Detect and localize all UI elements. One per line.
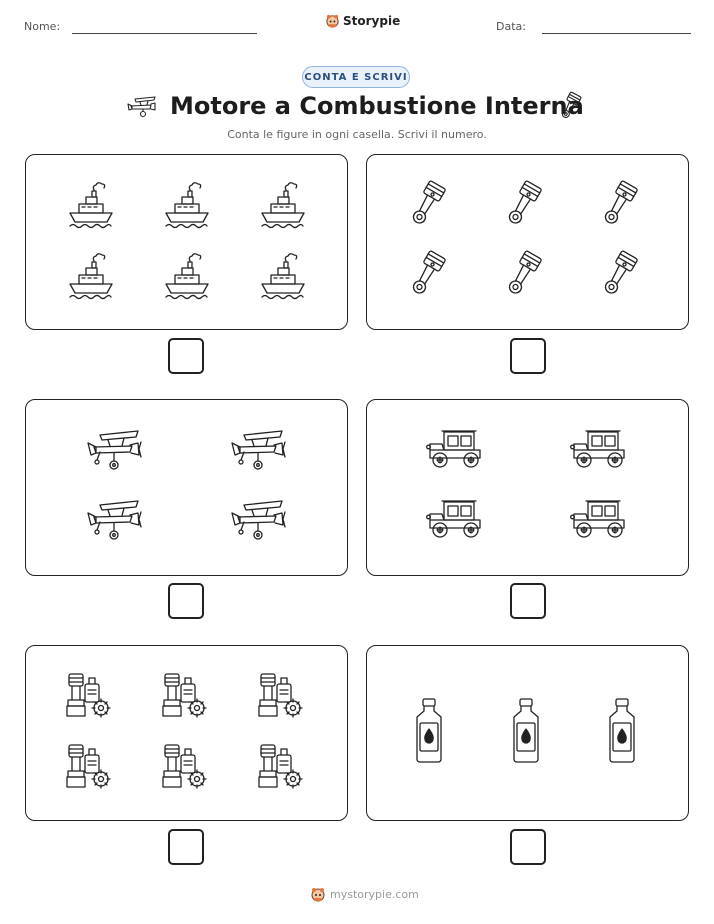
- answer-box-cars[interactable]: [510, 583, 546, 619]
- boat-icon: [162, 180, 212, 234]
- biplane-icon: [230, 427, 286, 477]
- name-label: Nome:: [24, 20, 61, 33]
- boat-icon: [162, 251, 212, 305]
- engine-icon: [257, 741, 303, 795]
- piston-icon: [556, 91, 584, 121]
- count-panel-cars: [366, 399, 689, 576]
- answer-box-boats[interactable]: [168, 338, 204, 374]
- biplane-icon: [86, 497, 142, 547]
- answer-box-engines[interactable]: [168, 829, 204, 865]
- answer-box-oil-bottles[interactable]: [510, 829, 546, 865]
- engine-icon: [65, 741, 111, 795]
- piston-icon: [598, 178, 640, 234]
- activity-tag: CONTA E SCRIVI: [302, 66, 410, 88]
- piston-icon: [502, 178, 544, 234]
- oil-bottle-icon: [509, 697, 543, 769]
- vintage-car-icon: [426, 426, 484, 476]
- boat-icon: [258, 251, 308, 305]
- engine-icon: [161, 670, 207, 724]
- piston-icon: [406, 248, 448, 304]
- answer-box-biplanes[interactable]: [168, 583, 204, 619]
- footer: [310, 886, 419, 902]
- vintage-car-icon: [426, 496, 484, 546]
- storypie-logo-icon: [325, 13, 340, 28]
- count-panel-biplanes: [25, 399, 348, 576]
- vintage-car-icon: [570, 496, 628, 546]
- name-line[interactable]: [72, 33, 257, 34]
- oil-bottle-icon: [412, 697, 446, 769]
- piston-icon: [406, 178, 448, 234]
- piston-icon: [502, 248, 544, 304]
- brand: [325, 13, 400, 28]
- engine-icon: [65, 670, 111, 724]
- storypie-logo-icon: [310, 886, 326, 902]
- engine-icon: [257, 670, 303, 724]
- boat-icon: [258, 180, 308, 234]
- biplane-icon: [230, 497, 286, 547]
- biplane-icon: [86, 427, 142, 477]
- date-label: Data:: [496, 20, 526, 33]
- boat-icon: [66, 251, 116, 305]
- answer-box-pistons[interactable]: [510, 338, 546, 374]
- biplane-icon: [126, 95, 158, 119]
- page-title: Motore a Combustione Interna: [170, 92, 584, 120]
- boat-icon: [66, 180, 116, 234]
- date-line[interactable]: [542, 33, 691, 34]
- piston-icon: [598, 248, 640, 304]
- engine-icon: [161, 741, 207, 795]
- footer-url: mystorypie.com: [330, 887, 419, 901]
- oil-bottle-icon: [605, 697, 639, 769]
- vintage-car-icon: [570, 426, 628, 476]
- brand-name: Storypie: [343, 13, 401, 28]
- instructions: Conta le figure in ogni casella. Scrivi il numero.: [227, 128, 487, 141]
